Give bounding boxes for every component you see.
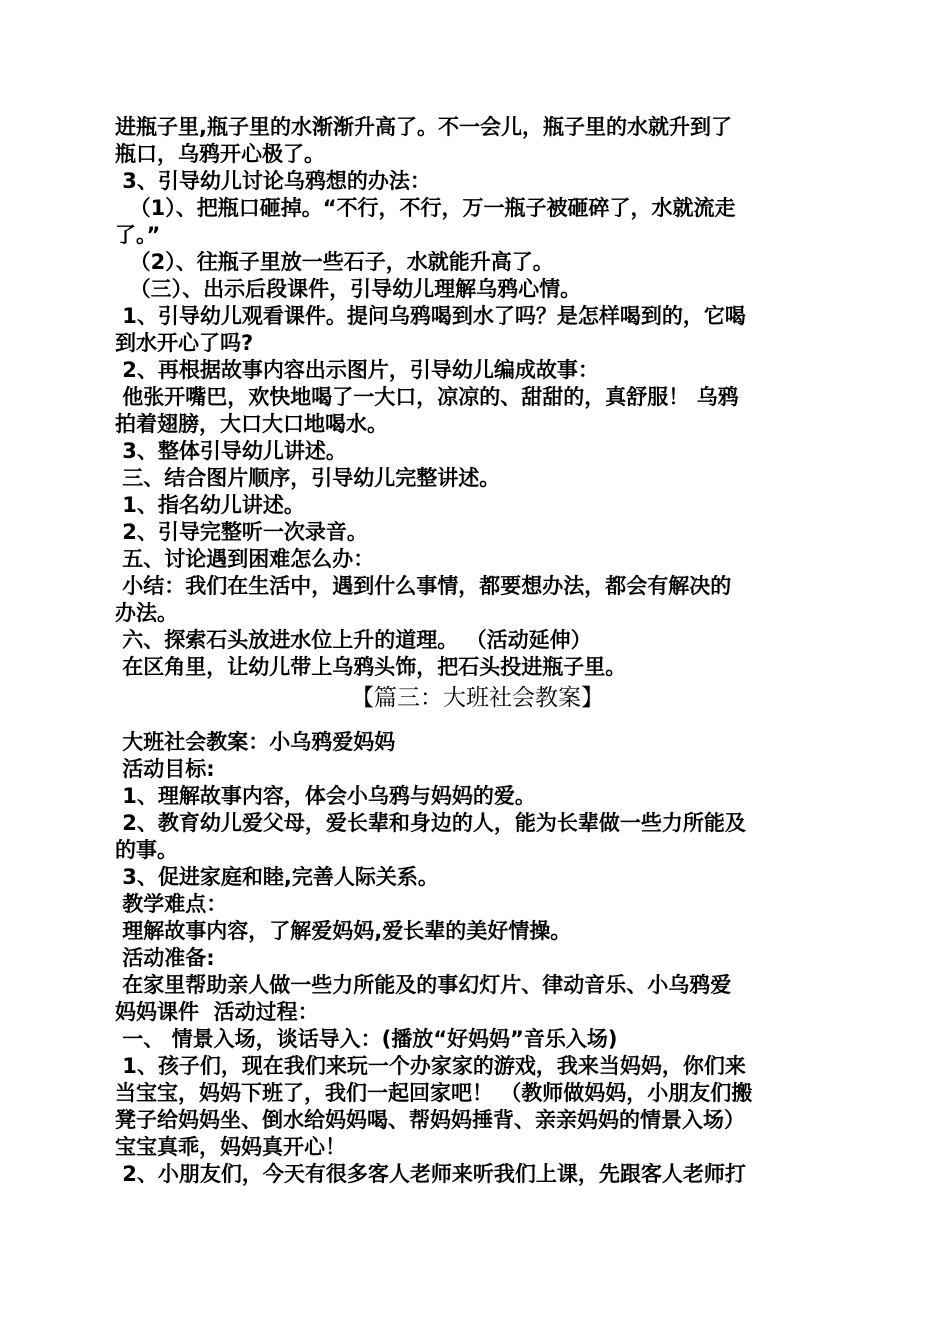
text-line: 宝宝真乖，妈妈真开心！ xyxy=(115,1135,346,1159)
text-line: 一、 情景入场，谈话导入：(播放“好妈妈”音乐入场) xyxy=(115,1027,618,1051)
text-line: 的事。 xyxy=(115,838,178,862)
text-line: 了。” xyxy=(115,223,161,247)
text-line: 3、整体引导幼儿讲述。 xyxy=(115,439,347,463)
text-line: 小结：我们在生活中，遇到什么事情，都要想办法，都会有解决的 xyxy=(115,574,732,598)
text-line: 活动目标: xyxy=(115,757,215,781)
text-line: 进瓶子里,瓶子里的水渐渐升高了。不一会儿，瓶子里的水就升到了 xyxy=(115,115,732,139)
text-line: 1、指名幼儿讲述。 xyxy=(115,493,305,517)
text-line: （2）、往瓶子里放一些石子，水就能升高了。 xyxy=(115,250,554,274)
text-line: 六、探索石头放进水位上升的道理。 （活动延伸） xyxy=(115,628,592,652)
document-page xyxy=(115,114,840,1188)
text-line: 在区角里，让幼儿带上乌鸦头饰，把石头投进瓶子里。 xyxy=(115,655,627,679)
text-line: 五、讨论遇到困难怎么办： xyxy=(115,547,375,571)
text-line: 办法。 xyxy=(115,601,178,625)
text-line: 他张开嘴巴，欢快地喝了一大口，凉凉的、甜甜的，真舒服！ 乌鸦 xyxy=(115,385,739,409)
text-line: 拍着翅膀，大口大口地喝水。 xyxy=(115,412,388,436)
text-line: 到水开心了吗? xyxy=(115,331,254,355)
text-line: 1、孩子们，现在我们来玩一个办家家的游戏，我来当妈妈，你们来 xyxy=(115,1054,746,1078)
text-line: 妈妈课件 活动过程： xyxy=(115,1000,319,1024)
text-line: 1、理解故事内容，体会小乌鸦与妈妈的爱。 xyxy=(115,784,536,808)
text-line: 凳子给妈妈坐、倒水给妈妈喝、帮妈妈捶背、亲亲妈妈的情景入场） xyxy=(115,1108,745,1132)
text-line: 三、结合图片顺序，引导幼儿完整讲述。 xyxy=(115,466,501,490)
text-line: 2、再根据故事内容出示图片，引导幼儿编成故事： xyxy=(115,358,599,382)
text-line: （三）、出示后段课件，引导幼儿理解乌鸦心情。 xyxy=(115,277,582,301)
text-line: （1）、把瓶口砸掉。“不行，不行，万一瓶子被砸碎了，水就流走 xyxy=(115,196,736,220)
text-line: 在家里帮助亲人做一些力所能及的事幻灯片、律动音乐、小乌鸦爱 xyxy=(115,973,732,997)
section-heading: 【篇三：大班社会教案】 xyxy=(351,685,604,711)
section-two xyxy=(115,729,840,1188)
text-line: 2、引导完整听一次录音。 xyxy=(115,520,368,544)
text-line: 当宝宝，妈妈下班了，我们一起回家吧！ （教师做妈妈，小朋友们搬 xyxy=(115,1081,753,1105)
text-line: 3、引导幼儿讨论乌鸦想的办法： xyxy=(115,169,431,193)
text-line: 活动准备: xyxy=(115,946,215,970)
text-line: 瓶口，乌鸦开心极了。 xyxy=(115,142,325,166)
text-line: 2、教育幼儿爱父母，爱长辈和身边的人，能为长辈做一些力所能及 xyxy=(115,811,746,835)
text-line: 2、小朋友们，今天有很多客人老师来听我们上课，先跟客人老师打 xyxy=(115,1162,746,1186)
text-line: 大班社会教案：小乌鸦爱妈妈 xyxy=(115,730,396,754)
text-line: 教学难点： xyxy=(115,892,228,916)
text-line: 3、促进家庭和睦,完善人际关系。 xyxy=(115,865,439,889)
text-line: 1、引导幼儿观看课件。提问乌鸦喝到水了吗？是怎样喝到的，它喝 xyxy=(115,304,746,328)
section-one xyxy=(115,114,840,681)
text-line: 理解故事内容，了解爱妈妈,爱长辈的美好情操。 xyxy=(115,919,572,943)
